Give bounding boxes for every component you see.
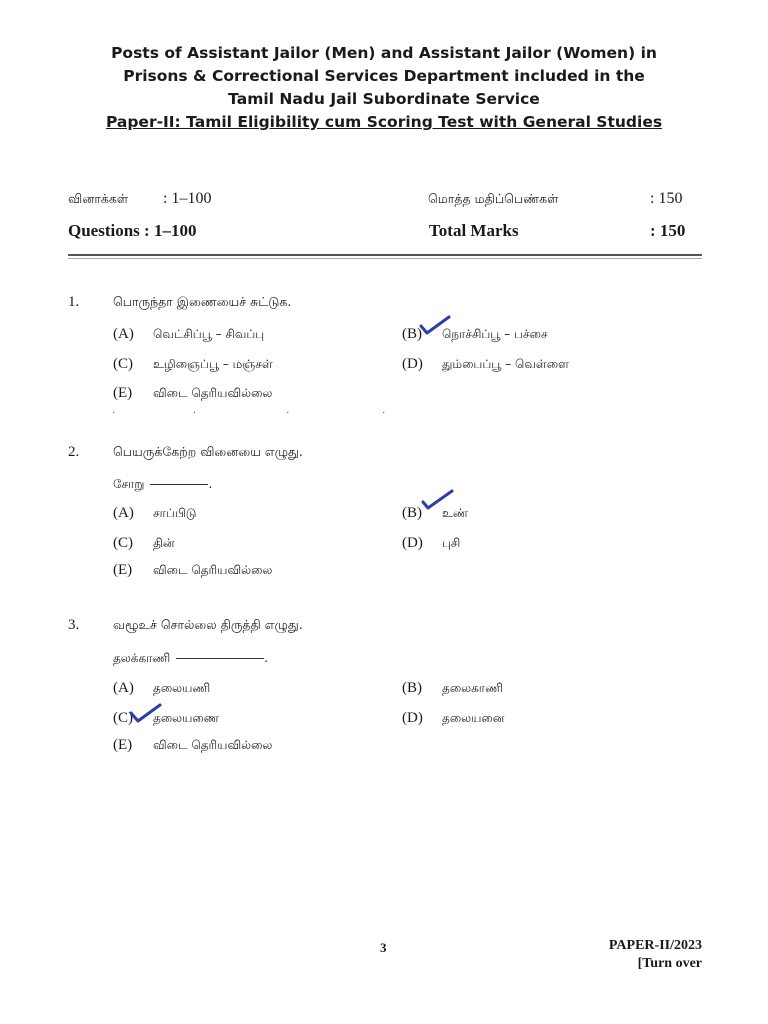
stem-word: தலக்காணி bbox=[113, 651, 171, 665]
option-text: தலையணி bbox=[153, 681, 211, 695]
option-label: (D) bbox=[402, 535, 423, 551]
paper-code: PAPER-II/2023 bbox=[608, 938, 702, 953]
marks-tamil-label: மொத்த மதிப்பெண்கள் bbox=[428, 191, 559, 206]
option-text: விடை தெரியவில்லை bbox=[153, 563, 273, 577]
answer-blank bbox=[176, 658, 264, 659]
option-text: சாப்பிடு bbox=[153, 506, 197, 520]
option-b[interactable] bbox=[402, 679, 503, 697]
option-text: உண் bbox=[442, 506, 469, 520]
option-label: (E) bbox=[113, 562, 133, 578]
option-a[interactable] bbox=[113, 504, 197, 522]
option-label: (E) bbox=[113, 737, 133, 753]
meta-row-english bbox=[68, 221, 698, 247]
stem-end: . bbox=[208, 477, 213, 491]
option-text: நொச்சிப்பூ – பச்சை bbox=[442, 327, 548, 341]
exam-header bbox=[60, 42, 708, 134]
option-e[interactable] bbox=[113, 384, 272, 402]
stem-end: . bbox=[264, 651, 269, 665]
option-text: வெட்சிப்பூ – சிவப்பு bbox=[153, 327, 265, 341]
marks-value: : 150 bbox=[650, 221, 686, 240]
option-c[interactable] bbox=[113, 355, 273, 373]
option-d[interactable] bbox=[402, 355, 569, 373]
question-stem bbox=[113, 475, 212, 493]
option-label: (D) bbox=[402, 356, 423, 372]
question-number: 2. bbox=[68, 444, 80, 460]
paper-title: Paper-II: Tamil Eligibility cum Scoring Test with General Studies bbox=[105, 113, 663, 131]
questions-tamil-label: வினாக்கள் bbox=[68, 191, 129, 206]
option-text: தலையனை bbox=[442, 711, 505, 725]
option-text: தலைகாணி bbox=[442, 681, 503, 695]
page-number: 3 bbox=[380, 940, 387, 955]
checkmark-icon bbox=[418, 314, 452, 336]
scan-specks: · · · · bbox=[112, 408, 386, 419]
option-e[interactable] bbox=[113, 736, 272, 754]
meta-row-tamil bbox=[68, 190, 698, 216]
option-text: தின் bbox=[153, 536, 175, 550]
option-label: (B) bbox=[402, 505, 422, 521]
option-label: (B) bbox=[402, 680, 422, 696]
question-text: பெயருக்கேற்ற வினையை எழுது. bbox=[113, 444, 303, 459]
option-d[interactable] bbox=[402, 709, 504, 727]
option-label: (C) bbox=[113, 356, 133, 372]
option-label: (B) bbox=[402, 326, 422, 342]
stem-word: சோறு bbox=[113, 477, 145, 491]
option-text: புசி bbox=[442, 536, 461, 550]
header-line-2: Prisons & Correctional Services Department included in the bbox=[123, 67, 645, 85]
option-text: உழிஞைப்பூ – மஞ்சள் bbox=[153, 357, 273, 371]
question-number: 3. bbox=[68, 617, 80, 633]
header-divider-thin bbox=[68, 258, 702, 259]
option-label: (A) bbox=[113, 505, 134, 521]
option-label: (A) bbox=[113, 680, 134, 696]
question-text: வழூஉச் சொல்லை திருத்தி எழுது. bbox=[113, 617, 303, 632]
question-stem bbox=[113, 649, 268, 667]
header-divider bbox=[68, 254, 702, 256]
option-text: தும்பைப்பூ – வெள்ளை bbox=[442, 357, 569, 371]
option-d[interactable] bbox=[402, 534, 460, 552]
marks-tamil-value: : 150 bbox=[650, 190, 683, 207]
questions-tamil-value: : 1–100 bbox=[163, 190, 212, 207]
option-c[interactable] bbox=[113, 534, 174, 552]
option-label: (C) bbox=[113, 710, 133, 726]
option-label: (C) bbox=[113, 535, 133, 551]
checkmark-icon bbox=[420, 488, 454, 510]
marks-label: Total Marks bbox=[429, 221, 519, 240]
option-a[interactable] bbox=[113, 679, 210, 697]
questions-label: Questions : 1–100 bbox=[68, 221, 197, 240]
turn-over: [Turn over bbox=[637, 956, 702, 971]
option-label: (A) bbox=[113, 326, 134, 342]
option-label: (E) bbox=[113, 385, 133, 401]
option-label: (D) bbox=[402, 710, 423, 726]
option-text: விடை தெரியவில்லை bbox=[153, 386, 273, 400]
footer-paper-code bbox=[586, 937, 702, 973]
question-number: 1. bbox=[68, 294, 80, 310]
option-text: தலையணை bbox=[153, 711, 220, 725]
option-text: விடை தெரியவில்லை bbox=[153, 738, 273, 752]
question-text: பொருந்தா இணையைச் சுட்டுக. bbox=[113, 294, 292, 309]
checkmark-icon bbox=[128, 702, 162, 724]
header-line-3: Tamil Nadu Jail Subordinate Service bbox=[228, 90, 540, 108]
option-e[interactable] bbox=[113, 561, 272, 579]
option-a[interactable] bbox=[113, 325, 264, 343]
header-line-1: Posts of Assistant Jailor (Men) and Assistant Jailor (Women) in bbox=[111, 44, 657, 62]
answer-blank bbox=[150, 484, 208, 485]
